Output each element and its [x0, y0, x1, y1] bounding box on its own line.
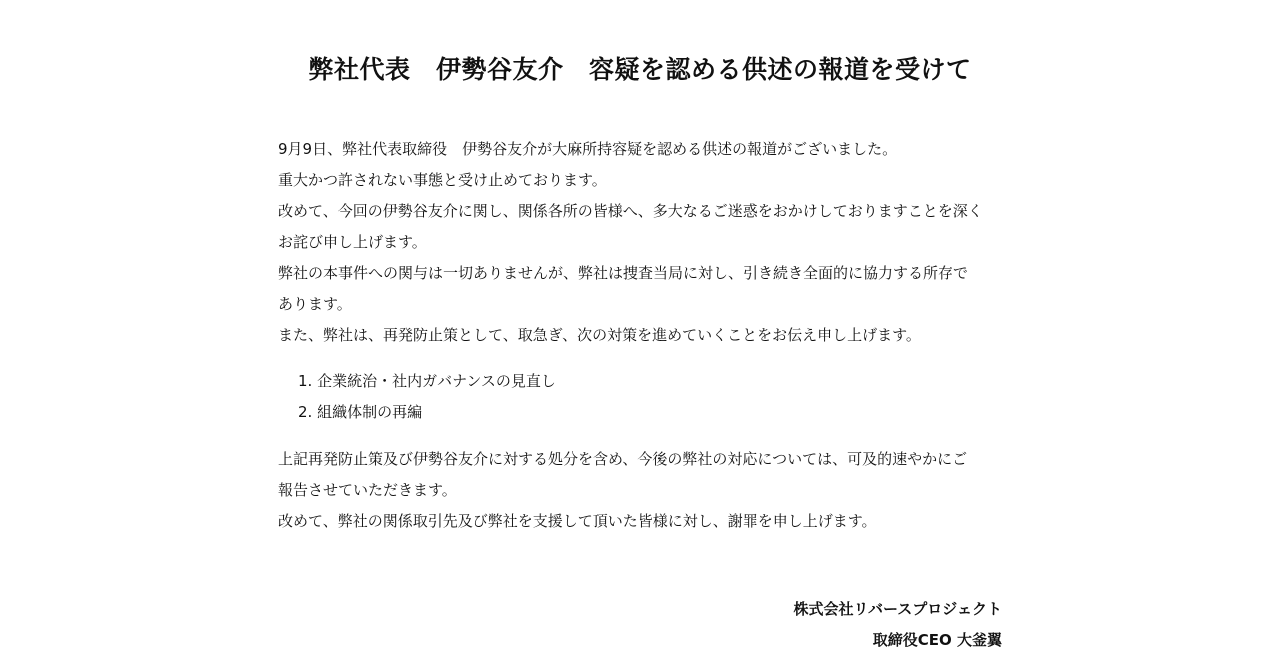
page-title: 弊社代表 伊勢谷友介 容疑を認める供述の報道を受けて [308, 55, 972, 84]
intro-line-6: あります。 [278, 295, 352, 313]
measures-list [298, 366, 556, 428]
signature-company: 株式会社リバースプロジェクト [793, 600, 1002, 618]
closing-line-1: 上記再発防止策及び伊勢谷友介に対する処分を含め、今後の弊社の対応については、可及的速やかにご [278, 450, 968, 468]
intro-line-1: 9月9日、弊社代表取締役 伊勢谷友介が大麻所持容疑を認める供述の報道がございました。 [278, 140, 898, 158]
intro-line-2: 重大かつ許されない事態と受け止めております。 [278, 171, 607, 189]
measure-item-2: 2. 組織体制の再編 [298, 403, 423, 421]
signature-name: 取締役CEO 大釜翼 [872, 631, 1002, 649]
closing-line-3: 改めて、弊社の関係取引先及び弊社を支援して頂いた皆様に対し、謝罪を申し上げます。 [278, 512, 877, 530]
signature-block [793, 594, 1002, 656]
intro-line-4: お詫び申し上げます。 [278, 233, 427, 251]
intro-section [278, 134, 1008, 351]
measure-item-1: 1. 企業統治・社内ガバナンスの見直し [298, 372, 556, 390]
intro-line-5: 弊社の本事件への関与は一切ありませんが、弊社は捜査当局に対し、引き続き全面的に協力する所存で [278, 264, 969, 282]
intro-line-7: また、弊社は、再発防止策として、取急ぎ、次の対策を進めていくことをお伝え申し上げます。 [278, 326, 921, 344]
intro-line-3: 改めて、今回の伊勢谷友介に関し、関係各所の皆様へ、多大なるご迷惑をおかけしておりますことを深く [278, 202, 983, 220]
closing-line-2: 報告させていただきます。 [278, 481, 457, 499]
closing-section [278, 444, 1008, 537]
